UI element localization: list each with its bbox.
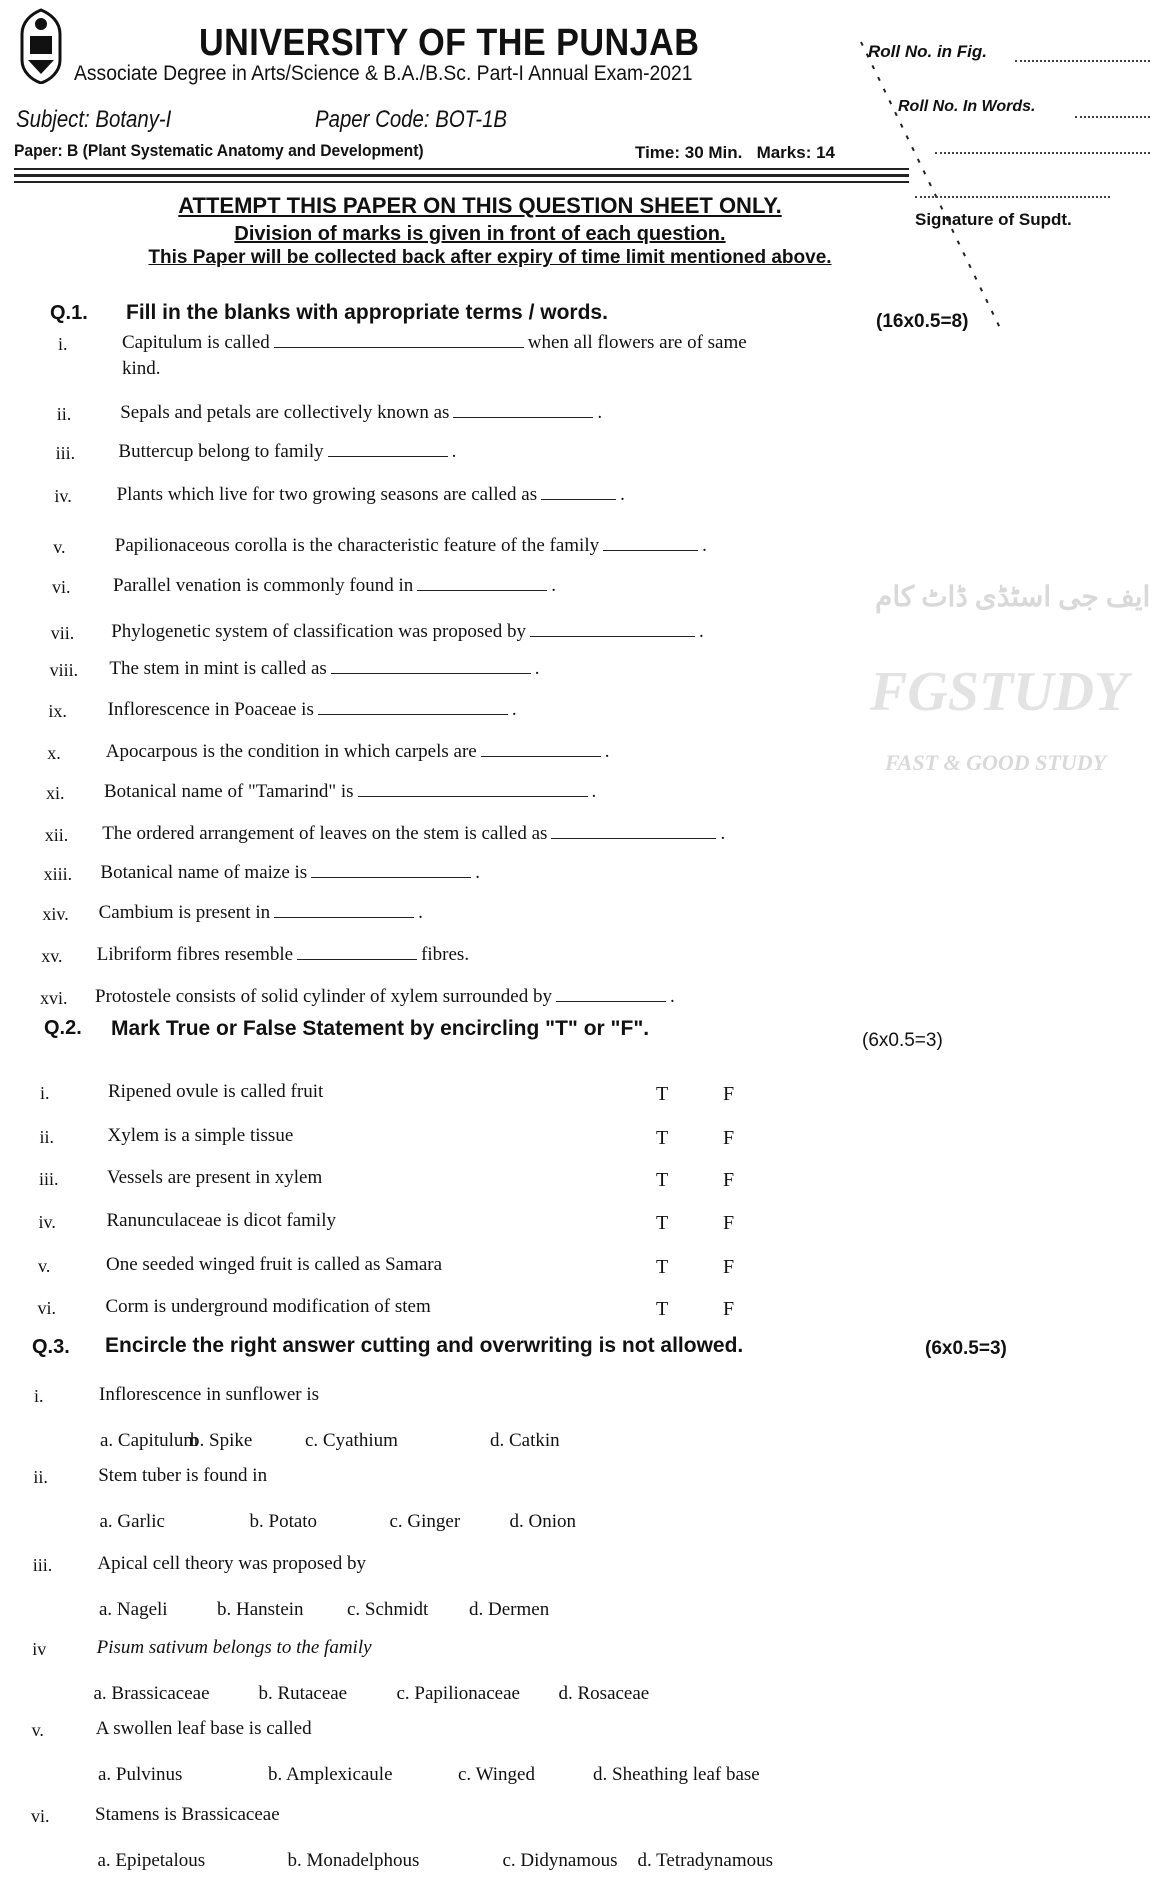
q3-option[interactable]: d. Catkin (490, 1430, 560, 1451)
q3-option[interactable]: b. Spike (190, 1430, 253, 1451)
instruction-2: Division of marks is given in front of each question. (234, 223, 726, 245)
answer-blank[interactable] (556, 987, 666, 1002)
true-option[interactable]: T (656, 1298, 669, 1320)
q1-item-text: Parallel venation is commonly found in (113, 575, 414, 596)
q1-item (102, 823, 725, 845)
q1-item-number: xi. (46, 783, 65, 803)
q1-item (117, 484, 625, 506)
q1-item-number: xv. (41, 946, 63, 966)
university-crest-logo (16, 8, 66, 84)
q3-option[interactable]: b. Potato (249, 1511, 318, 1532)
q1-item-number: xiii. (43, 864, 73, 884)
exam-subtitle: Associate Degree in Arts/Science & B.A./B.Sc. Part-I Annual Exam-2021 (74, 62, 693, 85)
false-option[interactable]: F (723, 1298, 735, 1320)
q1-item-after: fibres. (421, 944, 470, 965)
q1-item-text: Buttercup belong to family (118, 441, 324, 462)
q1-item-after: . (698, 621, 704, 642)
q1-item (122, 332, 747, 354)
q3-option[interactable]: d. Dermen (469, 1599, 550, 1620)
roll-no-figure-label: Roll No. in Fig. (868, 42, 987, 61)
false-option[interactable]: F (723, 1169, 735, 1191)
false-option[interactable]: F (723, 1256, 735, 1278)
q3-item-number: i. (34, 1386, 44, 1406)
answer-blank[interactable] (358, 782, 588, 797)
answer-blank[interactable] (481, 742, 601, 757)
q3-item-number: iv (32, 1639, 47, 1659)
q1-item-number: v. (53, 537, 66, 557)
q2-statement: Ranunculaceae is dicot family (106, 1210, 336, 1231)
q3-instruction: Encircle the right answer cutting and overwriting is not allowed. (105, 1334, 744, 1357)
q1-item-text: The ordered arrangement of leaves on the stem is called as (102, 823, 548, 844)
time-label: Time: 30 Min. (635, 143, 743, 162)
q2-item-number: i. (40, 1083, 50, 1103)
university-title: UNIVERSITY OF THE PUNJAB (199, 22, 700, 64)
q3-option[interactable]: b. Hanstein (217, 1599, 304, 1620)
q1-item (95, 986, 675, 1008)
answer-blank[interactable] (603, 536, 698, 551)
true-option[interactable]: T (656, 1083, 669, 1105)
answer-blank[interactable] (274, 333, 524, 348)
q1-item-number: viii. (49, 660, 79, 680)
q1-item-number: ix. (48, 701, 67, 721)
watermark-urdu: ایف جی اسٹڈی ڈاٹ کام (875, 582, 1151, 613)
q1-item (104, 781, 596, 803)
q3-option[interactable]: b. Amplexicaule (268, 1764, 393, 1785)
total-marks: Marks: 14 (756, 143, 835, 162)
answer-blank[interactable] (328, 442, 448, 457)
q1-item-after: . (475, 862, 480, 883)
answer-blank[interactable] (417, 576, 547, 591)
q1-item-after: . (551, 575, 557, 596)
q2-statement: Vessels are present in xylem (107, 1167, 323, 1188)
q1-item (120, 402, 602, 424)
q3-option[interactable]: a. Epipetalous (97, 1850, 206, 1871)
q2-item-number: iii. (39, 1169, 59, 1189)
q1-item-text: Phylogenetic system of classification was proposed by (111, 621, 526, 642)
q3-question: Apical cell theory was proposed by (97, 1553, 366, 1574)
q1-item-text: Plants which live for two growing seasons are called as (116, 484, 538, 505)
true-option[interactable]: T (656, 1127, 669, 1149)
q1-item-text: Botanical name of maize is (100, 862, 308, 883)
q2-item-number: iv. (38, 1212, 56, 1232)
watermark-tagline: FAST & GOOD STUDY (885, 750, 1107, 775)
q3-question: A swollen leaf base is called (95, 1718, 312, 1739)
q1-item-number: xii. (44, 825, 69, 845)
q2-statement: Ripened ovule is called fruit (108, 1081, 324, 1102)
divider (14, 174, 909, 177)
roll-no-words-field-line2[interactable] (935, 152, 1150, 154)
q1-item (100, 862, 480, 884)
q1-item-after: . (511, 699, 517, 720)
q2-statement: Corm is underground modification of stem (105, 1296, 431, 1317)
q1-item-text: Capitulum is called (122, 332, 270, 353)
q2-statement: One seeded winged fruit is called as Samara (106, 1254, 443, 1275)
q3-item-number: v. (31, 1720, 44, 1740)
paper-title: Paper: B (Plant Systematic Anatomy and Development) (14, 141, 424, 160)
q3-label: Q.3. (32, 1336, 70, 1358)
roll-no-words-field[interactable] (1075, 116, 1150, 118)
q1-item (106, 741, 610, 763)
q1-item-number: x. (47, 743, 61, 763)
q1-item-after: . (597, 402, 603, 423)
q1-item-after: . (451, 441, 457, 462)
q1-item-after: . (418, 902, 423, 923)
q1-item-after: . (702, 535, 707, 556)
true-option[interactable]: T (656, 1169, 669, 1191)
q2-label: Q.2. (44, 1017, 82, 1039)
q3-option[interactable]: b. Rutaceae (258, 1683, 348, 1704)
q1-item-text: Papilionaceous corolla is the characteristic feature of the family (114, 535, 600, 556)
q1-item-text: Sepals and petals are collectively known as (120, 402, 450, 423)
q3-option[interactable]: c. Winged (458, 1764, 535, 1785)
q1-item (99, 902, 423, 924)
paper-code: Paper Code: BOT-1B (315, 106, 508, 133)
answer-blank[interactable] (318, 700, 508, 715)
q2-instruction: Mark True or False Statement by encircling "T" or "F". (111, 1017, 650, 1040)
answer-blank[interactable] (551, 824, 716, 839)
q1-item-number: ii. (56, 404, 72, 424)
q1-item-after: . (670, 986, 675, 1007)
q1-item-number: iii. (55, 443, 76, 463)
q1-item-number: xiv. (42, 904, 69, 924)
q1-item (111, 621, 704, 643)
q2-marks: (6x0.5=3) (862, 1030, 943, 1051)
q3-option[interactable]: c. Schmidt (347, 1599, 429, 1620)
answer-blank[interactable] (311, 863, 471, 878)
signature-field[interactable] (915, 196, 1110, 198)
true-option[interactable]: T (656, 1256, 669, 1278)
q3-option[interactable]: c. Papilionaceae (396, 1683, 520, 1704)
instruction-3: This Paper will be collected back after expiry of time limit mentioned above. (148, 247, 832, 268)
q3-question: Inflorescence in sunflower is (99, 1384, 320, 1405)
q1-item-text: Protostele consists of solid cylinder of xylem surrounded by (95, 986, 552, 1007)
roll-no-figure-field[interactable] (1015, 60, 1150, 62)
answer-blank[interactable] (453, 403, 593, 418)
q3-option[interactable]: d. Tetradynamous (637, 1850, 774, 1871)
q1-item (97, 944, 469, 966)
q2-item-number: ii. (39, 1127, 55, 1147)
q1-label: Q.1. (50, 302, 88, 324)
answer-blank[interactable] (530, 622, 695, 637)
signature-label: Signature of Supdt. (915, 210, 1072, 229)
q2-statement: Xylem is a simple tissue (107, 1125, 294, 1146)
subject: Subject: Botany-I (16, 106, 172, 133)
q1-item (109, 658, 539, 680)
divider (14, 168, 909, 170)
q1-item-continuation: kind. (122, 358, 161, 379)
false-option[interactable]: F (723, 1212, 735, 1234)
q1-item-text: The stem in mint is called as (109, 658, 327, 679)
q3-option[interactable]: c. Cyathium (305, 1430, 398, 1451)
q1-item-number: vi. (52, 577, 71, 597)
q1-item-after: . (620, 484, 625, 505)
q1-item-after: . (591, 781, 597, 802)
q3-question: Pisum sativum belongs to the family (96, 1637, 372, 1658)
q3-marks: (6x0.5=3) (925, 1338, 1007, 1359)
q1-item (108, 699, 517, 721)
roll-no-words-label: Roll No. In Words. (898, 98, 1036, 115)
q1-item-number: vii. (50, 623, 75, 643)
q1-item (118, 441, 456, 463)
q1-item-number: xvi. (40, 988, 68, 1008)
true-option[interactable]: T (656, 1212, 669, 1234)
q3-option[interactable]: c. Ginger (389, 1511, 461, 1532)
q1-item-text: Libriform fibres resemble (96, 944, 294, 965)
q3-option[interactable]: a. Brassicaceae (93, 1683, 210, 1704)
answer-blank[interactable] (297, 945, 417, 960)
q3-item-number: vi. (31, 1806, 50, 1826)
q1-item-after: when all flowers are of same (527, 332, 747, 353)
q3-question: Stem tuber is found in (98, 1465, 268, 1486)
q1-instruction: Fill in the blanks with appropriate terms / words. (126, 301, 608, 324)
cut-line (855, 38, 1015, 338)
q3-option[interactable]: a. Pulvinus (98, 1764, 183, 1785)
q2-item-number: v. (38, 1256, 51, 1276)
instruction-1: ATTEMPT THIS PAPER ON THIS QUESTION SHEET ONLY. (178, 193, 782, 218)
q3-option[interactable]: d. Onion (509, 1511, 576, 1532)
divider (14, 181, 909, 183)
false-option[interactable]: F (723, 1083, 735, 1105)
q1-item (115, 535, 707, 557)
q3-option[interactable]: d. Sheathing leaf base (593, 1764, 760, 1785)
answer-blank[interactable] (331, 659, 531, 674)
q1-item-text: Cambium is present in (98, 902, 271, 923)
watermark-logo: FGSTUDY (870, 661, 1129, 723)
q3-option[interactable]: d. Rosaceae (558, 1683, 650, 1704)
answer-blank[interactable] (274, 903, 414, 918)
q3-question: Stamens is Brassicaceae (95, 1804, 280, 1825)
false-option[interactable]: F (723, 1127, 735, 1149)
q1-item-text: Botanical name of "Tamarind" is (104, 781, 354, 802)
answer-blank[interactable] (541, 485, 616, 500)
q1-item-text: Apocarpous is the condition in which carpels are (105, 741, 477, 762)
q3-option[interactable]: b. Monadelphous (287, 1850, 420, 1871)
q1-item-number: i. (58, 334, 68, 354)
q1-item (113, 575, 556, 597)
q1-item-after: . (604, 741, 610, 762)
q1-item-number: iv. (54, 486, 72, 506)
q1-item-text: Inflorescence in Poaceae is (107, 699, 314, 720)
q3-option[interactable]: c. Didynamous (502, 1850, 618, 1871)
q3-option[interactable]: a. Nageli (99, 1599, 168, 1620)
q3-option[interactable]: a. Garlic (99, 1511, 165, 1532)
q3-option[interactable]: a. Capitulum (100, 1430, 199, 1451)
q1-item-after: . (534, 658, 540, 679)
q1-item-after: . (720, 823, 726, 844)
q3-item-number: iii. (32, 1555, 53, 1575)
time-allowed (635, 143, 835, 163)
q1-marks: (16x0.5=8) (876, 311, 969, 332)
q3-item-number: ii. (33, 1467, 48, 1487)
q2-item-number: vi. (37, 1298, 57, 1318)
